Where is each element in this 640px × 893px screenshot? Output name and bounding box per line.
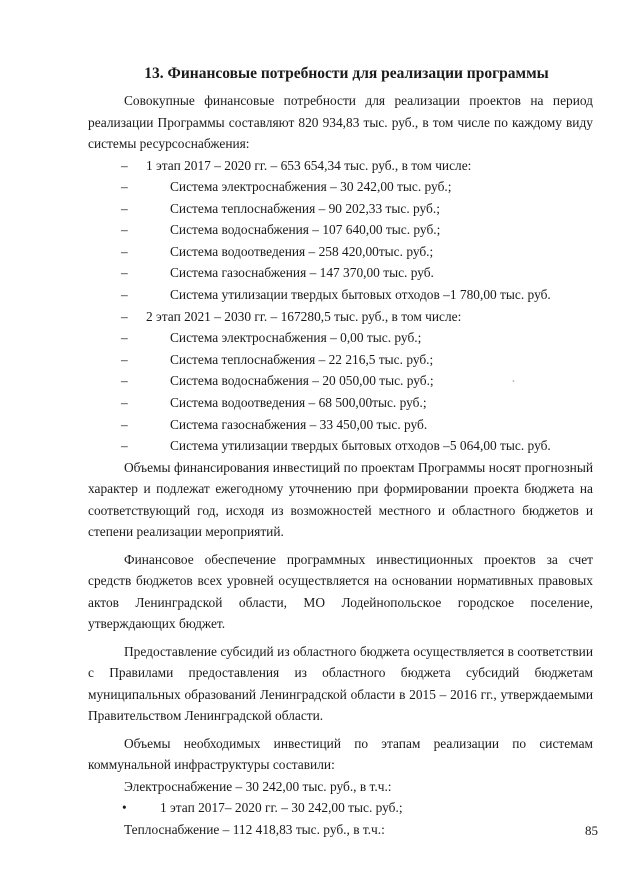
- dash-marker: –: [121, 200, 128, 216]
- dash-marker: –: [121, 222, 128, 238]
- list-item: [88, 198, 593, 220]
- document-page: [88, 66, 593, 841]
- stage1-item: Система водоотведения – 258 420,00тыс. руб.;: [170, 243, 434, 259]
- electro-stage1: 1 этап 2017– 2020 гг. – 30 242,00 тыс. руб.;: [160, 800, 403, 816]
- dash-marker: –: [121, 179, 128, 195]
- bullet-marker: •: [122, 800, 127, 816]
- dash-marker: –: [121, 373, 128, 389]
- list-item: [88, 370, 593, 392]
- stage2-item: Система газоснабжения – 33 450,00 тыс. руб.: [170, 416, 428, 432]
- subsidy-paragraph: Предоставление субсидий из областного бюджета осуществляется в соответствии с Правилами предоставления из областного бюджета субсидий бюджетам муниципальных образований Ленинградской области в 2015 – 2016 гг., утверждаемыми Правительством Ленинградской области.: [88, 643, 593, 724]
- financing-paragraph: Финансовое обеспечение программных инвестиционных проектов за счет средств бюджетов всех уровней осуществляется на основании нормативных правовых актов Ленинградской области, МО Лодейнопольское городское поселение, утверждающих бюджет.: [88, 551, 593, 632]
- stage2-item: Система утилизации твердых бытовых отходов –5 064,00 тыс. руб.: [170, 438, 551, 454]
- stage2-item: Система теплоснабжения – 22 216,5 тыс. руб.;: [170, 351, 434, 367]
- dash-marker: –: [121, 308, 128, 324]
- electro-list: [88, 797, 593, 819]
- list-item: [88, 155, 593, 177]
- stage2-item: Система электроснабжения – 0,00 тыс. руб.;: [170, 330, 422, 346]
- list-item: [88, 327, 593, 349]
- page-number: 85: [585, 823, 598, 838]
- stage1-item: Система газоснабжения – 147 370,00 тыс. руб.: [170, 265, 434, 281]
- list-item: [88, 392, 593, 414]
- stage2-item: Система водоснабжения – 20 050,00 тыс. руб.;: [170, 373, 434, 389]
- stage2-label: 2 этап 2021 – 2030 гг. – 167280,5 тыс. руб., в том числе:: [146, 308, 462, 324]
- stage1-item: Система электроснабжения – 30 242,00 тыс. руб.;: [170, 179, 452, 195]
- heat-total: Теплоснабжение – 112 418,83 тыс. руб., в т.ч.:: [124, 822, 385, 837]
- dash-marker: –: [121, 438, 128, 454]
- list-item: [88, 435, 593, 457]
- list-item: [88, 219, 593, 241]
- stage1-item: Система водоснабжения – 107 640,00 тыс. руб.;: [170, 222, 441, 238]
- intro-paragraph: Совокупные финансовые потребности для реализации проектов на период реализации Программы составляют 820 934,83 тыс. руб., в том числе по каждому виду системы ресурсоснабжения:: [88, 93, 593, 151]
- electro-total: Электроснабжение – 30 242,00 тыс. руб., в т.ч.:: [124, 778, 392, 794]
- dash-marker: –: [121, 330, 128, 346]
- stage1-label: 1 этап 2017 – 2020 гг. – 653 654,34 тыс. руб., в том числе:: [146, 157, 472, 173]
- list-item: [88, 349, 593, 371]
- stage1-item: Система утилизации твердых бытовых отходов –1 780,00 тыс. руб.: [170, 287, 551, 303]
- list-item: [88, 262, 593, 284]
- list-item: [88, 797, 593, 819]
- dash-marker: –: [121, 416, 128, 432]
- list-item: [88, 284, 593, 306]
- list-item: [88, 176, 593, 198]
- list-item: [88, 414, 593, 436]
- stage1-list: [88, 155, 593, 457]
- dash-marker: –: [121, 265, 128, 281]
- list-item: [88, 306, 593, 328]
- stray-mark: `: [512, 379, 515, 389]
- section-heading: 13. Финансовые потребности для реализации программы: [144, 65, 549, 82]
- dash-marker: –: [121, 243, 128, 259]
- dash-marker: –: [121, 395, 128, 411]
- dash-marker: –: [121, 351, 128, 367]
- list-item: [88, 241, 593, 263]
- forecast-paragraph: Объемы финансирования инвестиций по проектам Программы носят прогнозный характер и подлежат ежегодному уточнению при формировании проекта бюджета на соответствующий год, исходя из возможностей местного и областного бюджетов и степени реализации мероприятий.: [88, 459, 593, 540]
- dash-marker: –: [121, 157, 128, 173]
- required-paragraph: Объемы необходимых инвестиций по этапам реализации по системам коммунальной инфраструктуры составили:: [88, 735, 593, 773]
- dash-marker: –: [121, 287, 128, 303]
- stage1-item: Система теплоснабжения – 90 202,33 тыс. руб.;: [170, 200, 440, 216]
- stage2-item: Система водоотведения – 68 500,00тыс. руб.;: [170, 395, 427, 411]
